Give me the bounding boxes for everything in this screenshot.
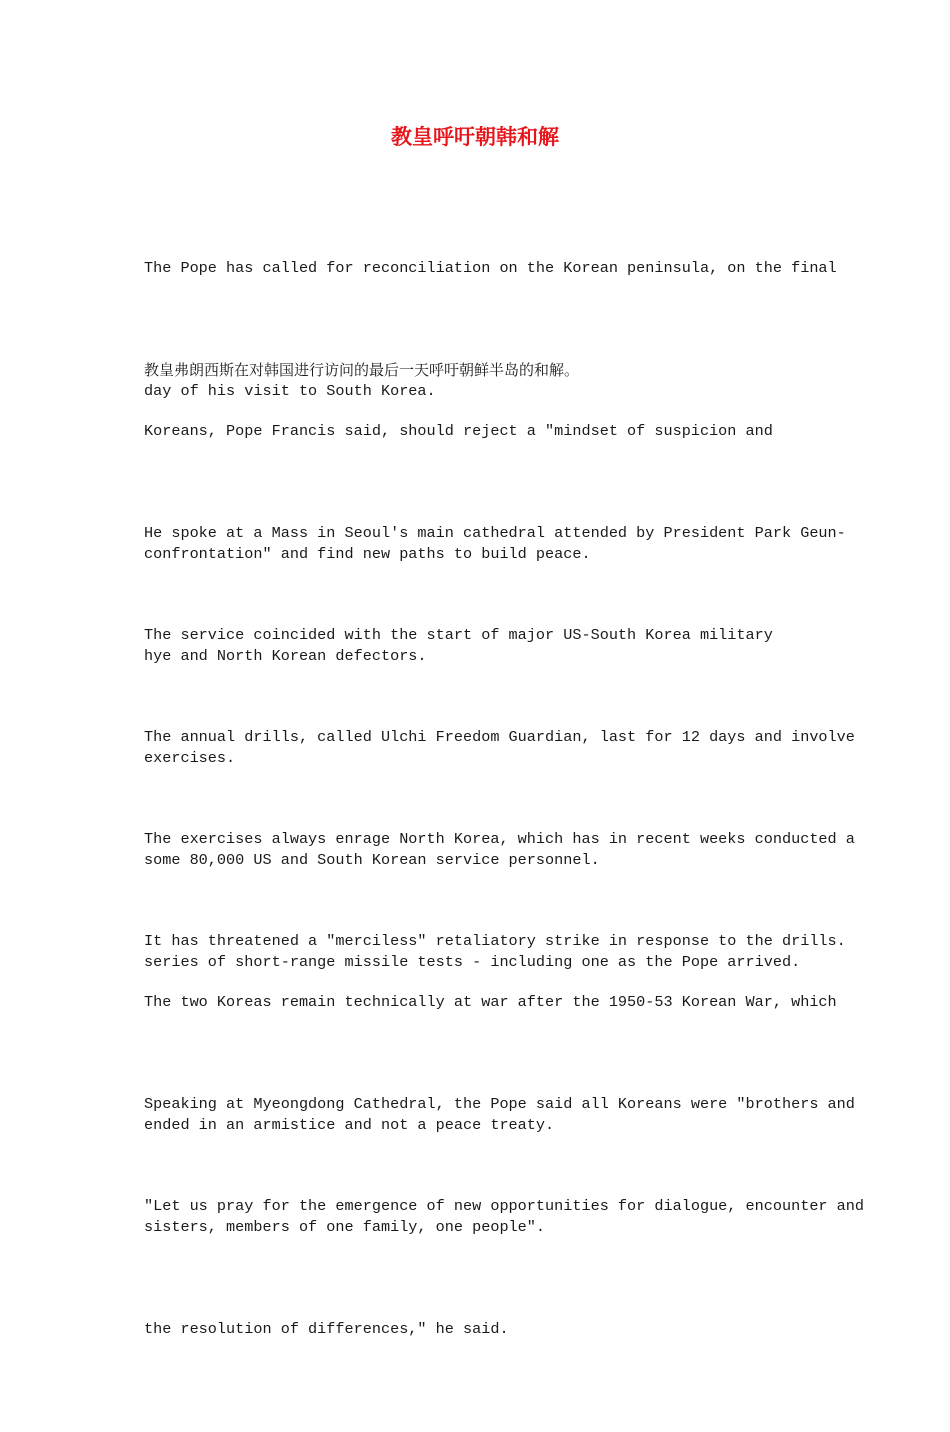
paragraph-line: hye and North Korean defectors.	[144, 647, 427, 665]
paragraph-line: The Pope has called for reconciliation on the Korean peninsula, on the final	[144, 259, 837, 277]
paragraph-line: It has threatened a "merciless" retaliatory strike in response to the drills.	[144, 932, 846, 950]
paragraph-line: the resolution of differences," he said.	[144, 1320, 509, 1338]
paragraph-line: The two Koreas remain technically at war after the 1950-53 Korean War, which	[144, 993, 837, 1011]
paragraph-line: series of short-range missile tests - including one as the Pope arrived.	[144, 953, 801, 971]
paragraph-line: "Let us pray for the emergence of new opportunities for dialogue, encounter and	[144, 1197, 865, 1215]
paragraph-line: The exercises always enrage North Korea, which has in recent weeks conducted a	[144, 830, 855, 848]
paragraph-line: day of his visit to South Korea.	[144, 382, 436, 400]
paragraph-line: The service coincided with the start of major US-South Korea military	[144, 626, 773, 644]
paragraph-line: confrontation" and find new paths to build peace.	[144, 545, 591, 563]
paragraph-line: 教皇弗朗西斯在对韩国进行访问的最后一天呼吁朝鲜半岛的和解。	[144, 361, 580, 379]
paragraph-line: sisters, members of one family, one people".	[144, 1218, 546, 1236]
paragraph-line: Speaking at Myeongdong Cathedral, the Pope said all Koreans were "brothers and	[144, 1095, 855, 1113]
document-title: 教皇呼吁朝韩和解	[391, 124, 559, 149]
paragraph-line: exercises.	[144, 749, 236, 767]
paragraph-line: Koreans, Pope Francis said, should reject a "mindset of suspicion and	[144, 422, 773, 440]
paragraph-line: The annual drills, called Ulchi Freedom Guardian, last for 12 days and involve	[144, 728, 855, 746]
paragraph-line: ended in an armistice and not a peace treaty.	[144, 1116, 555, 1134]
paragraph-line: some 80,000 US and South Korean service personnel.	[144, 851, 600, 869]
paragraph-line: He spoke at a Mass in Seoul's main cathedral attended by President Park Geun-	[144, 524, 846, 542]
